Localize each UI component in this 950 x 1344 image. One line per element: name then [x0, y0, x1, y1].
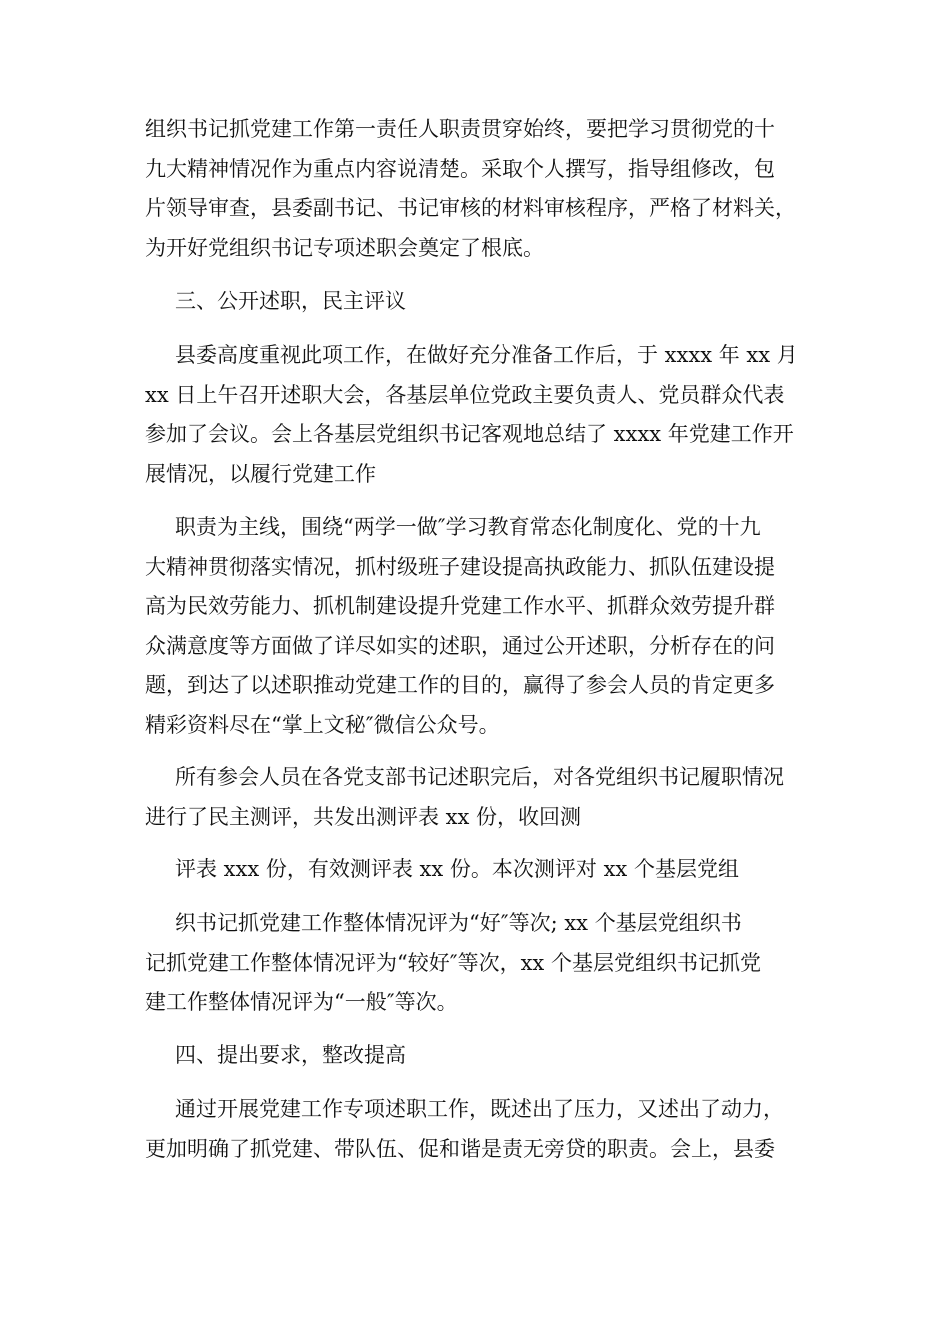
text-line: 记抓党建工作整体情况评为“较好″等次，xx 个基层党组织书记抓党: [145, 950, 761, 975]
paragraph-2: [145, 336, 810, 494]
section-heading-4: [145, 1036, 810, 1076]
heading-text: 三、公开述职，民主评议: [175, 289, 406, 313]
text-line: 县委高度重视此项工作，在做好充分准备工作后，于 xxxx 年 xx 月: [175, 343, 798, 367]
paragraph-1: [145, 110, 810, 268]
text-line: 通过开展党建工作专项述职工作，既述出了压力，又述出了动力，: [175, 1097, 784, 1121]
text-line: 建工作整体情况评为“一般″等次。: [145, 990, 458, 1014]
section-heading-3: [145, 282, 810, 322]
paragraph-4: [145, 758, 810, 837]
text-line: 职责为主线，围绕“两学一做″学习教育常态化制度化、党的十九: [175, 515, 761, 539]
text-line: 织书记抓党建工作整体情况评为“好″等次; xx 个基层党组织书: [175, 911, 742, 935]
text-line: xx 日上午召开述职大会，各基层单位党政主要负责人、党员群众代表: [145, 382, 785, 407]
text-line: 更加明确了抓党建、带队伍、促和谐是责无旁贷的职责。会上，县委: [145, 1136, 775, 1161]
text-line: 大精神贯彻落实情况，抓村级班子建设提高执政能力、抓队伍建设提: [145, 554, 775, 579]
text-line: 题，到达了以述职推动党建工作的目的，赢得了参会人员的肯定更多: [145, 673, 775, 697]
text-line: 片领导审查，县委副书记、书记审核的材料审核程序，严格了材料关，: [145, 196, 796, 220]
text-line: 九大精神情况作为重点内容说清楚。采取个人撰写，指导组修改，包: [145, 156, 775, 181]
heading-text: 四、提出要求，整改提高: [175, 1043, 406, 1067]
text-line: 参加了会议。会上各基层党组织书记客观地总结了 xxxx 年党建工作开: [145, 422, 794, 446]
paragraph-6: [145, 904, 810, 1023]
paragraph-5: [145, 850, 810, 890]
text-line: 所有参会人员在各党支部书记述职完后，对各党组织书记履职情况: [175, 765, 784, 789]
text-line: 精彩资料尽在“掌上文秘″微信公众号。: [145, 712, 500, 737]
text-line: 为开好党组织书记专项述职会奠定了根底。: [145, 235, 544, 260]
paragraph-3: [145, 508, 810, 745]
text-line: 组织书记抓党建工作第一责任人职责贯穿始终，要把学习贯彻党的十: [145, 117, 775, 141]
text-line: 评表 xxx 份，有效测评表 xx 份。本次测评对 xx 个基层党组: [175, 857, 739, 881]
text-line: 高为民效劳能力、抓机制建设提升党建工作水平、抓群众效劳提升群: [145, 594, 775, 618]
text-line: 众满意度等方面做了详尽如实的述职，通过公开述职，分析存在的问: [145, 633, 775, 658]
text-line: 展情况，以履行党建工作: [145, 461, 376, 486]
text-line: 进行了民主测评，共发出测评表 xx 份，收回测: [145, 804, 582, 829]
paragraph-7: [145, 1090, 810, 1169]
